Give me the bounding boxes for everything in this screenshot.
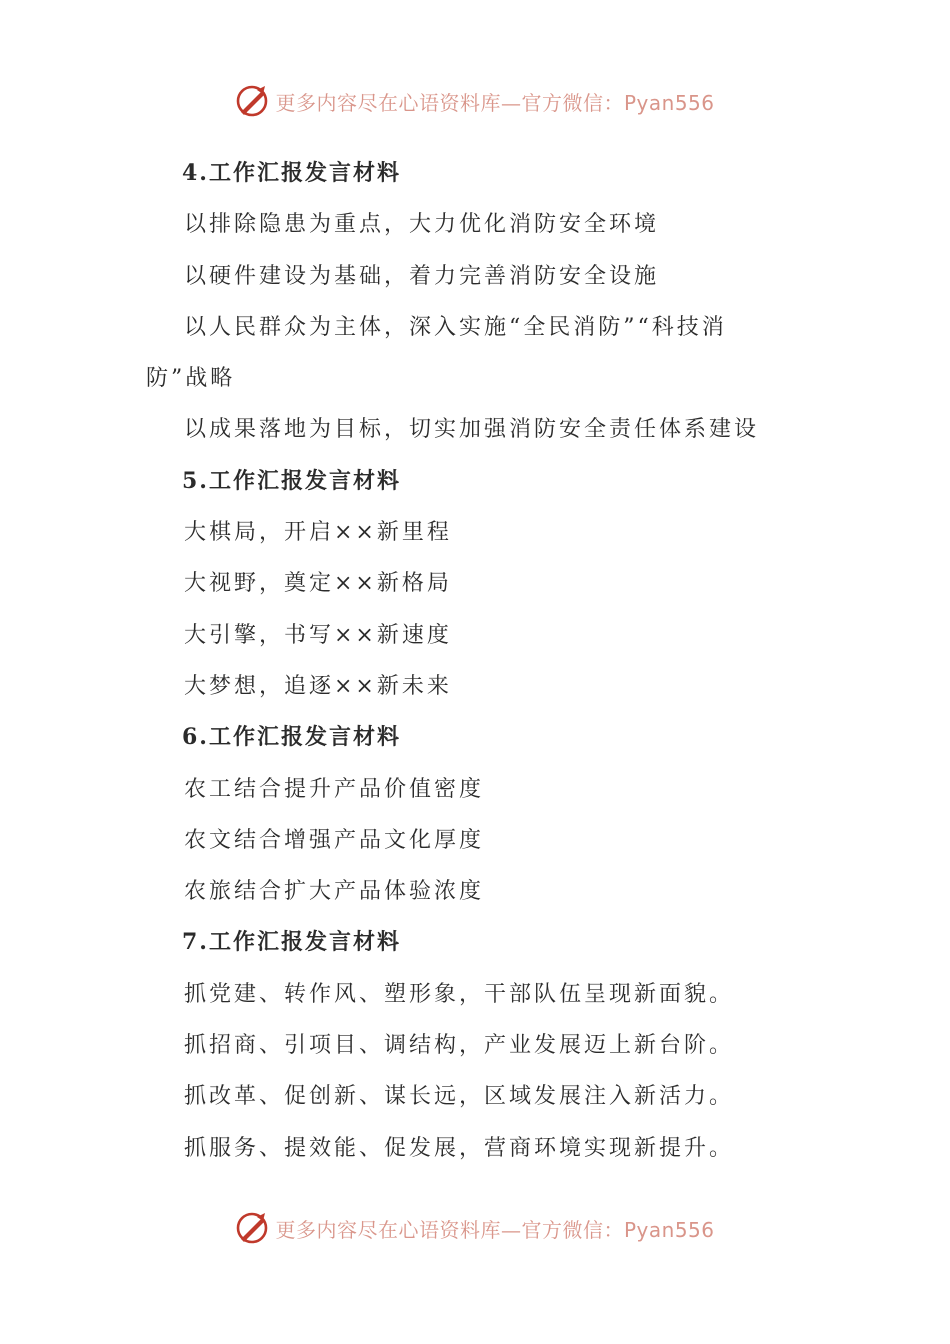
section-heading: 6.工作汇报发言材料	[182, 724, 401, 751]
wechat-id: Pyan556	[623, 1217, 715, 1242]
section-heading: 4.工作汇报发言材料	[182, 160, 401, 186]
footer-banner	[0, 1211, 950, 1245]
paragraph-line: 大视野，奠定××新格局	[184, 571, 452, 597]
paragraph-line: 抓招商、引项目、调结构，产业发展迈上新台阶。	[184, 1033, 735, 1059]
paragraph-line: 农旅结合扩大产品体验浓度	[184, 879, 485, 905]
paragraph-line: 以硬件建设为基础，着力完善消防安全设施	[184, 263, 660, 289]
paragraph-line: 农文结合增强产品文化厚度	[184, 827, 485, 853]
header-banner	[0, 84, 950, 118]
pen-seal-logo-icon	[235, 1211, 269, 1245]
paragraph-line: 抓服务、提效能、促发展，营商环境实现新提升。	[184, 1135, 735, 1161]
document-body	[146, 148, 786, 1174]
paragraph-line: 以人民群众为主体，深入实施“全民消防”“科技消	[184, 314, 727, 340]
section-heading: 5.工作汇报发言材料	[182, 467, 401, 494]
paragraph-line: 大梦想，追逐××新未来	[184, 673, 452, 699]
paragraph-line: 抓改革、促创新、谋长远，区域发展注入新活力。	[184, 1084, 735, 1110]
paragraph-line: 大棋局，开启××新里程	[184, 520, 452, 546]
paragraph-line: 以排除隐患为重点，大力优化消防安全环境	[184, 212, 660, 238]
paragraph-line: 以成果落地为目标，切实加强消防安全责任体系建设	[184, 417, 760, 443]
paragraph-line: 抓党建、转作风、塑形象，干部队伍呈现新面貌。	[184, 981, 735, 1007]
pen-seal-logo-icon	[235, 84, 269, 118]
banner-text: 更多内容尽在心语资料库—官方微信：Pyan556	[275, 90, 715, 115]
banner-text: 更多内容尽在心语资料库—官方微信：Pyan556	[275, 1217, 715, 1242]
paragraph-line: 农工结合提升产品价值密度	[184, 776, 485, 802]
paragraph-line-continued: 防”战略	[146, 366, 236, 392]
wechat-id: Pyan556	[623, 90, 715, 115]
section-heading: 7.工作汇报发言材料	[182, 929, 401, 956]
paragraph-line: 大引擎，书写××新速度	[184, 622, 452, 648]
